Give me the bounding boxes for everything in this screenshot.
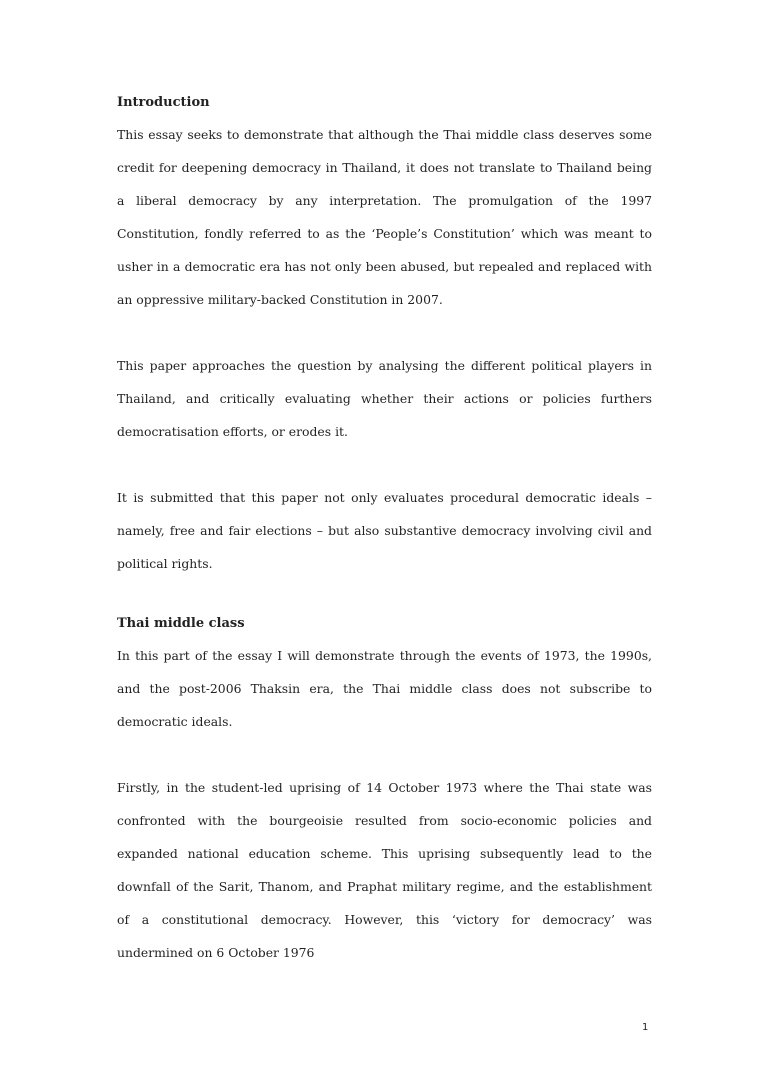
intro-paragraph-2: This paper approaches the question by analysing the different political players in Thailand, and critically evaluating whether their actions or policies furthers democratisation efforts, or erodes it. bbox=[117, 358, 652, 439]
middle-class-paragraph-2: Firstly, in the student-led uprising of 14 October 1973 where the Thai state was confronted with the bourgeoisie resulted from socio-economic policies and expanded national education scheme. This uprising subsequently lead to the downfall of the Sarit, Thanom, and Praphat military regime, and the establishment of a constitutional democracy. However, this ‘victory for democracy’ was undermined on 6 October 1976 bbox=[117, 780, 652, 960]
document-body bbox=[117, 92, 652, 969]
middle-class-paragraph-1: In this part of the essay I will demonstrate through the events of 1973, the 1990s, and the post-2006 Thaksin era, the Thai middle class does not subscribe to democratic ideals. bbox=[117, 648, 652, 729]
intro-paragraph-1: This essay seeks to demonstrate that although the Thai middle class deserves some credit for deepening democracy in Thailand, it does not translate to Thailand being a liberal democracy by any interpretation. The promulgation of the 1997 Constitution, fondly referred to as the ‘People’s Constitution’ which was meant to usher in a democratic era has not only been abused, but repealed and replaced with an oppressive military-backed Constitution in 2007. bbox=[117, 127, 652, 307]
page-number: 1 bbox=[642, 1022, 649, 1033]
section-heading-introduction: Introduction bbox=[117, 95, 210, 110]
intro-paragraph-3: It is submitted that this paper not only evaluates procedural democratic ideals – namely, free and fair elections – but also substantive democracy involving civil and political rights. bbox=[117, 490, 652, 571]
section-heading-thai-middle-class: Thai middle class bbox=[117, 616, 245, 631]
